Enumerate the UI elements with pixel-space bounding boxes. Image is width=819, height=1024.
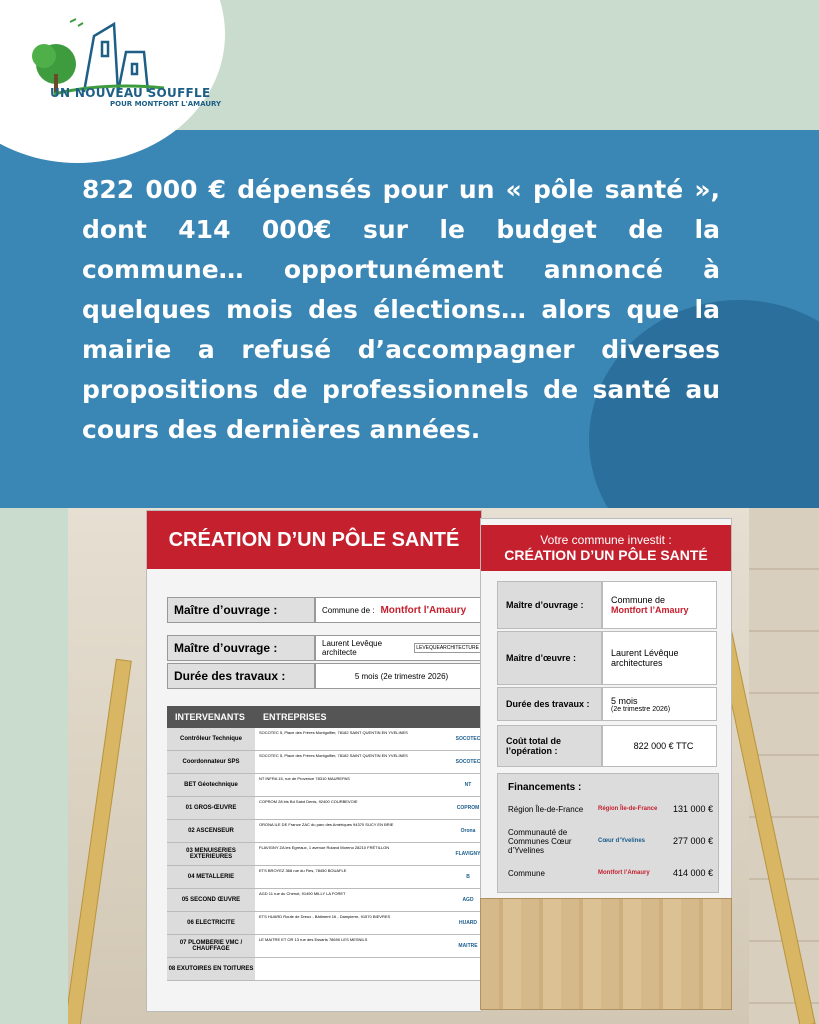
table-cell-logo: COPROM <box>456 805 480 811</box>
right-row-architect <box>497 631 717 685</box>
right-sign-header <box>481 525 731 571</box>
table-row <box>167 797 483 820</box>
table-cell-logo: Orona <box>460 828 476 834</box>
table-cell-role: 03 MENUISERIES EXTERIEURES <box>167 843 255 865</box>
financing-logo: Région Île-de-France <box>598 806 658 812</box>
right-sign-board <box>480 518 732 900</box>
table-cell-logo: FLAVIGNY <box>455 851 481 857</box>
table-header <box>167 706 483 728</box>
financing-amount: 414 000 € <box>672 868 713 878</box>
financing-block <box>497 773 719 893</box>
row-brand: Montfort l’Amaury <box>611 605 689 615</box>
header-intervenants: INTERVENANTS <box>175 712 245 722</box>
table-cell-role: 06 ELECTRICITE <box>167 912 255 934</box>
row-value: Laurent Levêque architecte <box>322 639 383 657</box>
row-key: Maître d’ouvrage : <box>497 581 602 629</box>
table-row <box>167 958 483 981</box>
financing-amount: 277 000 € <box>672 836 713 846</box>
financing-row <box>508 804 713 814</box>
table-cell-company: ETS HUARD Route de Dreux - Bâtiment 16 - Dampierre, 91570 BIEVRES <box>259 914 391 919</box>
left-row-owner <box>167 597 482 623</box>
row-value-2: (2e trimestre 2026) <box>611 705 671 713</box>
table-cell-role: 05 SECOND ŒUVRE <box>167 889 255 911</box>
header-entreprises: ENTREPRISES <box>263 712 327 722</box>
table-cell-role: 07 PLOMBERIE VMC / CHAUFFAGE <box>167 935 255 957</box>
right-row-cost <box>497 725 717 767</box>
table-cell-role: Coordonnateur SPS <box>167 751 255 773</box>
table-cell-company: ETS BROYEZ 368 rue du Fies, 78450 BOUAFLE <box>259 868 347 873</box>
table-cell-company: SOCOTEC 5, Place des Frères Montgolfier, 78182 SAINT QUENTIN EN YVELINES <box>259 753 408 758</box>
right-sign-subtitle: Votre commune investit : <box>540 533 672 547</box>
table-row <box>167 843 483 866</box>
table-cell-company: SOCOTEC 5, Place des Frères Montgolfier, 78182 SAINT QUENTIN EN YVELINES <box>259 730 408 735</box>
table-cell-company: AGD 11 rue du Chenot, 91490 MILLY LA FORET <box>259 891 346 896</box>
row-value-2: architectures <box>611 658 663 668</box>
table-cell-logo: AGD <box>462 897 474 903</box>
table-cell-role: BET Géotechnique <box>167 774 255 796</box>
row-key: Maître d’ouvrage : <box>167 597 315 623</box>
row-key: Durée des travaux : <box>497 687 602 721</box>
row-key: Coût total de l’opération : <box>497 725 602 767</box>
table-cell-company: LE MAITRE ET OR 13 rue des Essarts 78690 LES MESNILS <box>259 937 368 942</box>
table-cell-logo: B <box>466 874 470 880</box>
headline-text: 822 000 € dépensés pour un « pôle santé », dont 414 000€ sur le budget de la commune… opportunément annoncé à quelques mois des élections… alors que la mairie a refusé d’accompagner diverses propositions de professionnels de santé au cours des dernières années. <box>82 175 720 444</box>
table-cell-company: COPROM 28 bis Bd Saint Denis, 92400 COURBEVOIE <box>259 799 358 804</box>
right-sign-title: CRÉATION D’UN PÔLE SANTÉ <box>504 547 708 563</box>
table-row <box>167 912 483 935</box>
table-cell-role: 04 METALLERIE <box>167 866 255 888</box>
row-value: 5 mois <box>611 695 638 706</box>
table-cell-logo: HUARD <box>458 920 478 926</box>
financing-name: Région Île-de-France <box>508 804 584 814</box>
row-value: 822 000 € TTC <box>633 741 694 751</box>
left-sign-board <box>146 510 482 1012</box>
table-row <box>167 774 483 797</box>
financing-amount: 131 000 € <box>672 804 713 814</box>
left-row-architect <box>167 635 482 661</box>
table-cell-role: 02 ASCENSEUR <box>167 820 255 842</box>
left-row-duration <box>167 663 482 689</box>
table-cell-role: 08 EXUTOIRES EN TOITURES <box>167 958 255 980</box>
construction-sign-photo <box>68 508 819 1024</box>
right-row-duration <box>497 687 717 721</box>
table-cell-company: FLAVIGNY ZA les Egreaux, 1 avenue Roland Moreno 28210 FRÉTILLON <box>259 845 390 850</box>
row-brand: Montfort l'Amaury <box>380 604 467 616</box>
left-sign-title: CRÉATION D’UN PÔLE SANTÉ <box>147 511 481 569</box>
plywood-panel <box>480 898 732 1010</box>
table-cell-role: 01 GROS-ŒUVRE <box>167 797 255 819</box>
row-key: Maître d’ouvrage : <box>167 635 315 661</box>
row-value: 5 mois (2e trimestre 2026) <box>354 671 449 681</box>
table-cell-logo <box>453 958 483 980</box>
row-key: Durée des travaux : <box>167 663 315 689</box>
table-cell-logo: MAITRE <box>458 943 478 949</box>
logo-subtitle: POUR MONTFORT L'AMAURY <box>110 100 222 108</box>
row-value: Commune de <box>611 595 666 605</box>
table-cell-role: Contrôleur Technique <box>167 728 255 750</box>
table-cell-company: ORONA ILE DE France ZAC du parc des Amériques 94370 SUCY EN BRIE <box>259 822 394 827</box>
row-value: Laurent Lévêque <box>611 648 679 658</box>
table-row <box>167 866 483 889</box>
right-row-owner <box>497 581 717 629</box>
financing-name: Commune <box>508 868 545 878</box>
table-row <box>167 751 483 774</box>
table-cell-company: NT INFRA 15, rue de Provence 78310 MAUREPAS <box>259 776 350 781</box>
financing-row <box>508 826 713 856</box>
table-row <box>167 889 483 912</box>
financing-name: Communauté de Communes Cœur d’Yvelines <box>508 827 572 855</box>
row-key: Maître d’œuvre : <box>497 631 602 685</box>
financing-logo: Montfort l’Amaury <box>598 870 650 876</box>
financing-title: Financements : <box>508 782 582 793</box>
table-cell-logo: NT <box>464 782 472 788</box>
table-row <box>167 935 483 958</box>
table-cell-company <box>255 958 453 980</box>
contractors-table <box>167 706 483 981</box>
row-brand: LEVEQUEARCHITECTURE <box>416 645 479 651</box>
table-row <box>167 820 483 843</box>
financing-logo: Cœur d’Yvelines <box>598 838 646 844</box>
table-cell-logo: SOCOTEC <box>455 736 481 742</box>
logo-title: UN NOUVEAU SOUFFLE <box>50 86 211 100</box>
row-value: Commune de : <box>322 605 375 615</box>
table-row <box>167 728 483 751</box>
financing-row <box>508 868 713 878</box>
table-cell-logo: SOCOTEC <box>455 759 481 765</box>
